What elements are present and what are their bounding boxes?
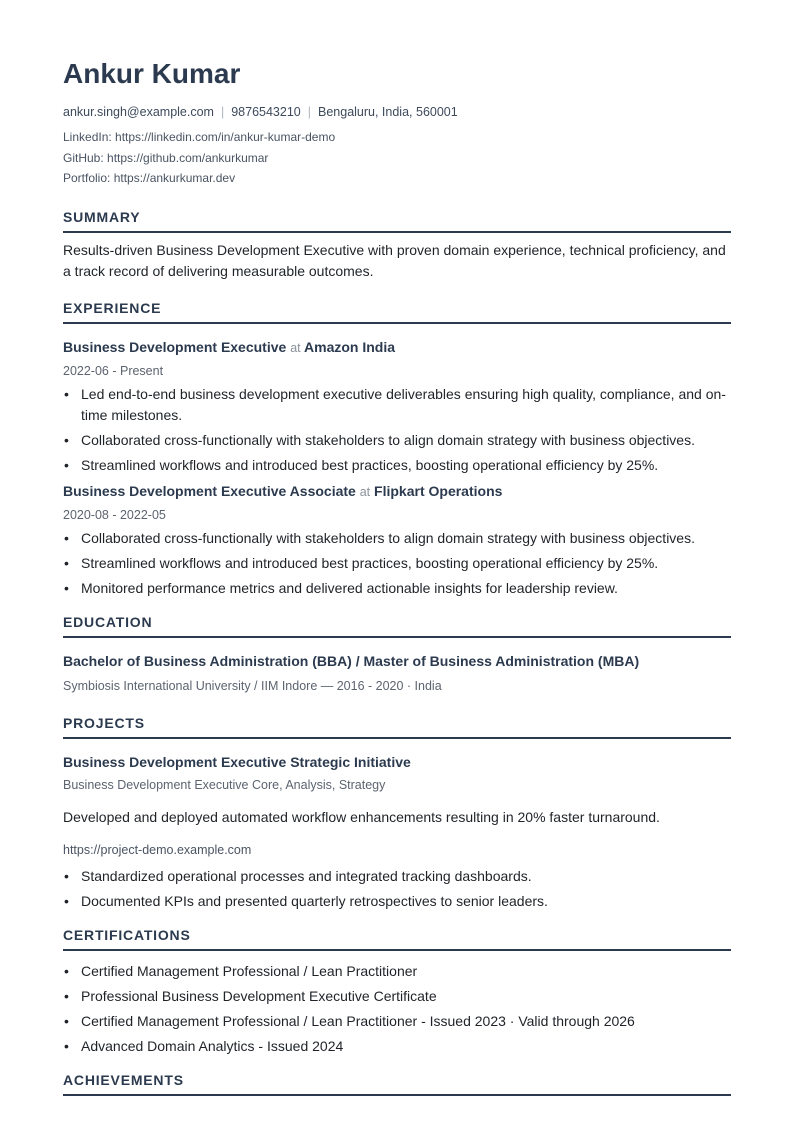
section-heading-certifications: CERTIFICATIONS (63, 927, 731, 951)
job-bullets (63, 384, 731, 476)
github-link[interactable]: GitHub: https://github.com/ankurkumar (63, 150, 269, 165)
job-dates: 2022-06 - Present (63, 363, 164, 378)
job-dates: 2020-08 - 2022-05 (63, 507, 166, 522)
list-item: • Collaborated cross-functionally with stakeholders to align domain strategy with business objectives. (81, 528, 731, 549)
experience-section (63, 300, 731, 599)
job-title: Business Development Executive (63, 338, 287, 355)
job-entry (63, 481, 731, 599)
section-heading-education: EDUCATION (63, 614, 731, 638)
degree-title: Bachelor of Business Administration (BBA) / Master of Business Administration (MBA) (63, 652, 640, 669)
achievements-section (63, 1072, 731, 1096)
job-title-line (63, 481, 731, 502)
list-item: • Professional Business Development Executive Certificate (81, 986, 731, 1007)
job-title-line (63, 337, 731, 358)
list-item: • Collaborated cross-functionally with stakeholders to align domain strategy with business objectives. (81, 430, 731, 451)
company-name: Flipkart Operations (374, 482, 503, 499)
profile-links (63, 127, 731, 189)
list-item: • Advanced Domain Analytics - Issued 2024 (81, 1036, 731, 1057)
project-tags: Business Development Executive Core, Analysis, Strategy (63, 777, 386, 792)
location-text: Bengaluru, India, 560001 (318, 105, 458, 119)
list-item: • Standardized operational processes and integrated tracking dashboards. (81, 866, 731, 887)
job-bullets (63, 528, 731, 599)
certifications-section (63, 927, 731, 1057)
list-item: • Led end-to-end business development executive deliverables ensuring high quality, compliance, and on-time milestones. (81, 384, 731, 426)
education-section (63, 614, 731, 695)
list-item: • Documented KPIs and presented quarterly retrospectives to senior leaders. (81, 891, 731, 912)
at-connector: at (290, 340, 301, 355)
project-description: Developed and deployed automated workflow enhancements resulting in 20% faster turnaround. (63, 808, 660, 825)
list-item: • Streamlined workflows and introduced best practices, boosting operational efficiency by 25%. (81, 455, 731, 476)
project-title: Business Development Executive Strategic Initiative (63, 753, 411, 770)
education-details: Symbiosis International University / IIM Indore — 2016 - 2020 · India (63, 678, 442, 693)
section-heading-summary: SUMMARY (63, 209, 731, 233)
section-heading-experience: EXPERIENCE (63, 300, 731, 324)
certification-list (63, 961, 731, 1057)
separator: | (307, 105, 311, 119)
list-item: • Certified Management Professional / Lean Practitioner (81, 961, 731, 982)
phone-text: 9876543210 (231, 105, 301, 119)
job-title: Business Development Executive Associate (63, 482, 356, 499)
candidate-name: Ankur Kumar (63, 58, 241, 89)
section-heading-achievements: ACHIEVEMENTS (63, 1072, 731, 1096)
job-entry (63, 337, 731, 476)
summary-section (63, 209, 731, 282)
at-connector: at (359, 484, 371, 499)
section-heading-projects: PROJECTS (63, 715, 731, 739)
contact-line (63, 103, 731, 121)
list-item: • Streamlined workflows and introduced best practices, boosting operational efficiency by 25%. (81, 553, 731, 574)
portfolio-link[interactable]: Portfolio: https://ankurkumar.dev (63, 171, 236, 185)
email-text: ankur.singh@example.com (63, 105, 214, 119)
linkedin-link[interactable]: LinkedIn: https://linkedin.com/in/ankur-kumar-demo (63, 130, 336, 144)
list-item: • Monitored performance metrics and delivered actionable insights for leadership review. (81, 578, 731, 599)
separator: | (220, 105, 225, 119)
company-name: Amazon India (304, 338, 396, 355)
summary-text: Results-driven Business Development Executive with proven domain experience, technical proficiency, and a track record of delivering measurable outcomes. (63, 241, 726, 279)
list-item: • Certified Management Professional / Lean Practitioner - Issued 2023 · Valid through 2026 (81, 1011, 731, 1032)
project-bullets (63, 866, 731, 912)
project-link[interactable]: https://project-demo.example.com (63, 842, 252, 857)
projects-section (63, 715, 731, 912)
